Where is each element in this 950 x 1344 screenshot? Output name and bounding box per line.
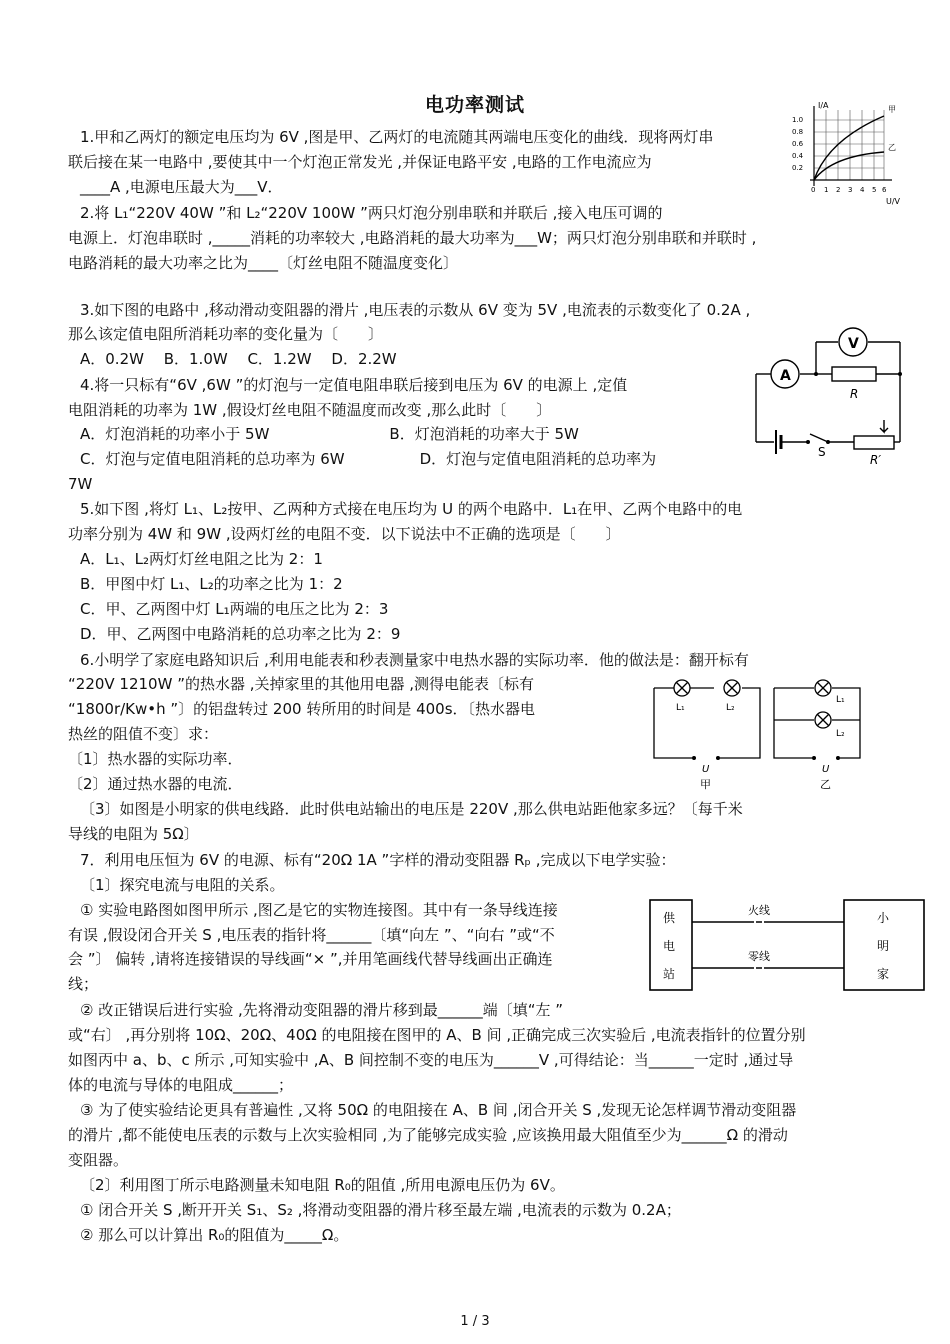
lamp2-label: L₂ [726,703,735,713]
text-line: ② 那么可以计算出 R₀的阻值为_____Ω。 [80,1226,349,1244]
y-tick: 0.6 [792,140,804,148]
text-line: 那么该定值电阻所消耗功率的变化量为〔 〕 [68,325,384,343]
home-label-1: 小 [877,911,890,925]
page-number: 1 / 3 [460,1314,490,1329]
station-label-3: 站 [663,967,676,981]
text-line: 功率分别为 4W 和 9W ,设两灯丝的电阻不变．以下说法中不正确的选项是〔 〕 [68,525,621,543]
text-line: 变阻器。 [68,1151,129,1169]
text-line: 热丝的阻值不变〕求： [68,725,219,743]
text-line: ② 改正错误后进行实验 ,先将滑动变阻器的滑片移到最______端〔填“左 ” [80,1001,564,1019]
caption-right: 乙 [820,778,831,791]
text-line: 电路消耗的最大功率之比为____〔灯丝电阻不随温度变化〕 [68,254,459,272]
text-line: 的滑片 ,都不能使电压表的示数与上次实验相同 ,为了能够完成实验 ,应该换用最大阻值至少为______Ω 的滑动 [68,1126,788,1144]
text-line: 7W [68,475,93,493]
y-tick: 0.8 [792,128,804,136]
text-line: 〔2〕通过热水器的电流． [68,775,243,793]
text-line: D．甲、乙两图中电路消耗的总功率之比为 2：9 [80,625,401,643]
neutral-wire-label: 零线 [748,950,770,963]
curve-b-label: 乙 [888,143,896,152]
lamp1-label: L₁ [676,703,685,713]
text-line: 2.将 L₁“220V 40W ”和 L₂“220V 100W ”两只灯泡分别串联和并联后 ,接入电压可调的 [80,204,663,222]
text-line: 1.甲和乙两灯的额定电压均为 6V ,图是甲、乙两灯的电流随其两端电压变化的曲线．现将两灯串 [80,128,714,146]
y-tick: 0.2 [792,164,804,172]
circuit-q5-figure [650,674,872,792]
text-line: 5.如下图 ,将灯 L₁、L₂按甲、乙两种方式接在电压均为 U 的两个电路中．L₁在甲、乙两个电路中的电 [80,500,743,518]
text-line: 4.将一只标有“6V ,6W ”的灯泡与一定值电阻串联后接到电压为 6V 的电源上 ,定值 [80,376,628,394]
resistor-label: R [850,387,859,401]
station-label-1: 供 [663,911,676,925]
text-line: 〔3〕如图是小明家的供电线路．此时供电站输出的电压是 220V ,那么供电站距他家多远？〔每千米 [80,800,743,818]
text-line: ① 闭合开关 S ,断开开关 S₁、S₂ ,将滑动变阻器的滑片移至最左端 ,电流表的示数为 0.2A； [80,1201,681,1219]
text-line: 会 ”〕 偏转 ,请将连接错误的导线画“× ”,并用笔画线代替导线画出正确连 [68,950,553,968]
x-tick: 5 [872,186,877,194]
text-line: 或“右〕 ,再分别将 10Ω、20Ω、40Ω 的电阻接在图甲的 A、B 间 ,正确完成三次实验后 ,电流表指针的位置分别 [68,1026,806,1044]
text-line: B．甲图中灯 L₁、L₂的功率之比为 1：2 [80,575,343,593]
live-wire-label: 火线 [748,904,770,917]
x-tick: 4 [860,186,865,194]
text-line: 3.如下图的电路中 ,移动滑动变阻器的滑片 ,电压表的示数从 6V 变为 5V ,电流表的示数变化了 0.2A , [80,301,751,319]
x-tick: 6 [882,186,887,194]
text-line: “1800r/Kw•h ”〕的铝盘转过 200 转所用的时间是 400s．〔热水器电 [68,700,536,718]
text-line: 有误 ,假设闭合开关 S ,电压表的指针将______〔填“向左 ”、“向右 ”或“不 [68,926,555,944]
lamp1-label-right: L₁ [836,695,845,705]
iv-graph-figure [788,100,903,210]
supply-line-figure [648,898,928,993]
text-line: “220V 1210W ”的热水器 ,关掉家里的其他用电器 ,测得电能表〔标有 [68,675,535,693]
text-line: A．0.2W B．1.0W C．1.2W D．2.2W [80,350,397,368]
home-label-3: 家 [877,967,890,981]
text-line: 导线的电阻为 5Ω〕 [68,825,199,843]
text-line: 〔1〕热水器的实际功率． [68,750,243,768]
text-line: A．L₁、L₂两灯灯丝电阻之比为 2：1 [80,550,323,568]
text-line: 〔1〕探究电流与电阻的关系。 [80,876,285,894]
text-line: ① 实验电路图如图甲所示 ,图乙是它的实物连接图。其中有一条导线连接 [80,901,558,919]
voltage-label-right: U [822,764,830,775]
text-line: C．甲、乙两图中灯 L₁两端的电压之比为 2：3 [80,600,389,618]
rheostat-label: R′ [870,453,882,467]
y-axis-label: I/A [818,101,829,110]
home-label-2: 明 [877,939,890,953]
text-line: C．灯泡与定值电阻消耗的总功率为 6W D．灯泡与定值电阻消耗的总功率为 [80,450,657,468]
text-line: 〔2〕利用图丁所示电路测量未知电阻 R₀的阻值 ,所用电源电压仍为 6V。 [80,1176,565,1194]
caption-left: 甲 [700,778,711,791]
text-line: 线； [68,975,99,993]
switch-label: S [818,445,826,459]
curve-a-label: 甲 [888,105,896,114]
x-tick: 3 [848,186,853,194]
text-line: 电源上．灯泡串联时 ,_____消耗的功率较大 ,电路消耗的最大功率为___W；两只灯泡分别串联和并联时 , [68,229,757,247]
x-axis-label: U/V [886,197,901,206]
page-title: 电功率测试 [424,94,525,116]
text-line: 联后接在某一电路中 ,要使其中一个灯泡正常发光 ,并保证电路平安 ,电路的工作电流应为 [68,153,652,171]
voltage-label: U [702,764,710,775]
text-line: 体的电流与导体的电阻成______； [68,1076,294,1094]
text-line: ③ 为了使实验结论更具有普遍性 ,又将 50Ω 的电阻接在 A、B 间 ,闭合开关 S ,发现无论怎样调节滑动变阻器 [80,1101,797,1119]
y-tick: 0.4 [792,152,804,160]
text-line: ____A ,电源电压最大为___V． [80,178,283,196]
x-tick: 0 [811,186,816,194]
text-line: 电阻消耗的功率为 1W ,假设灯丝电阻不随温度而改变 ,那么此时〔 〕 [68,401,552,419]
text-line: 6.小明学了家庭电路知识后 ,利用电能表和秒表测量家中电热水器的实际功率．他的做法是：翻开标有 [80,651,749,669]
voltmeter-label: V [848,336,859,352]
x-tick: 2 [836,186,841,194]
y-tick: 1.0 [792,116,804,124]
text-line: 7．利用电压恒为 6V 的电源、标有“20Ω 1A ”字样的滑动变阻器 Rₚ ,完成以下电学实验： [80,851,676,869]
lamp2-label-right: L₂ [836,729,845,739]
circuit-q3-figure [752,324,907,469]
text-line: 如图丙中 a、b、c 所示 ,可知实验中 ,A、B 间控制不变的电压为______V ,可得结论：当______一定时 ,通过导 [68,1051,794,1069]
ammeter-label: A [780,368,791,384]
station-label-2: 电 [663,939,676,953]
x-tick: 1 [824,186,829,194]
text-line: A．灯泡消耗的功率小于 5W B．灯泡消耗的功率大于 5W [80,425,579,443]
